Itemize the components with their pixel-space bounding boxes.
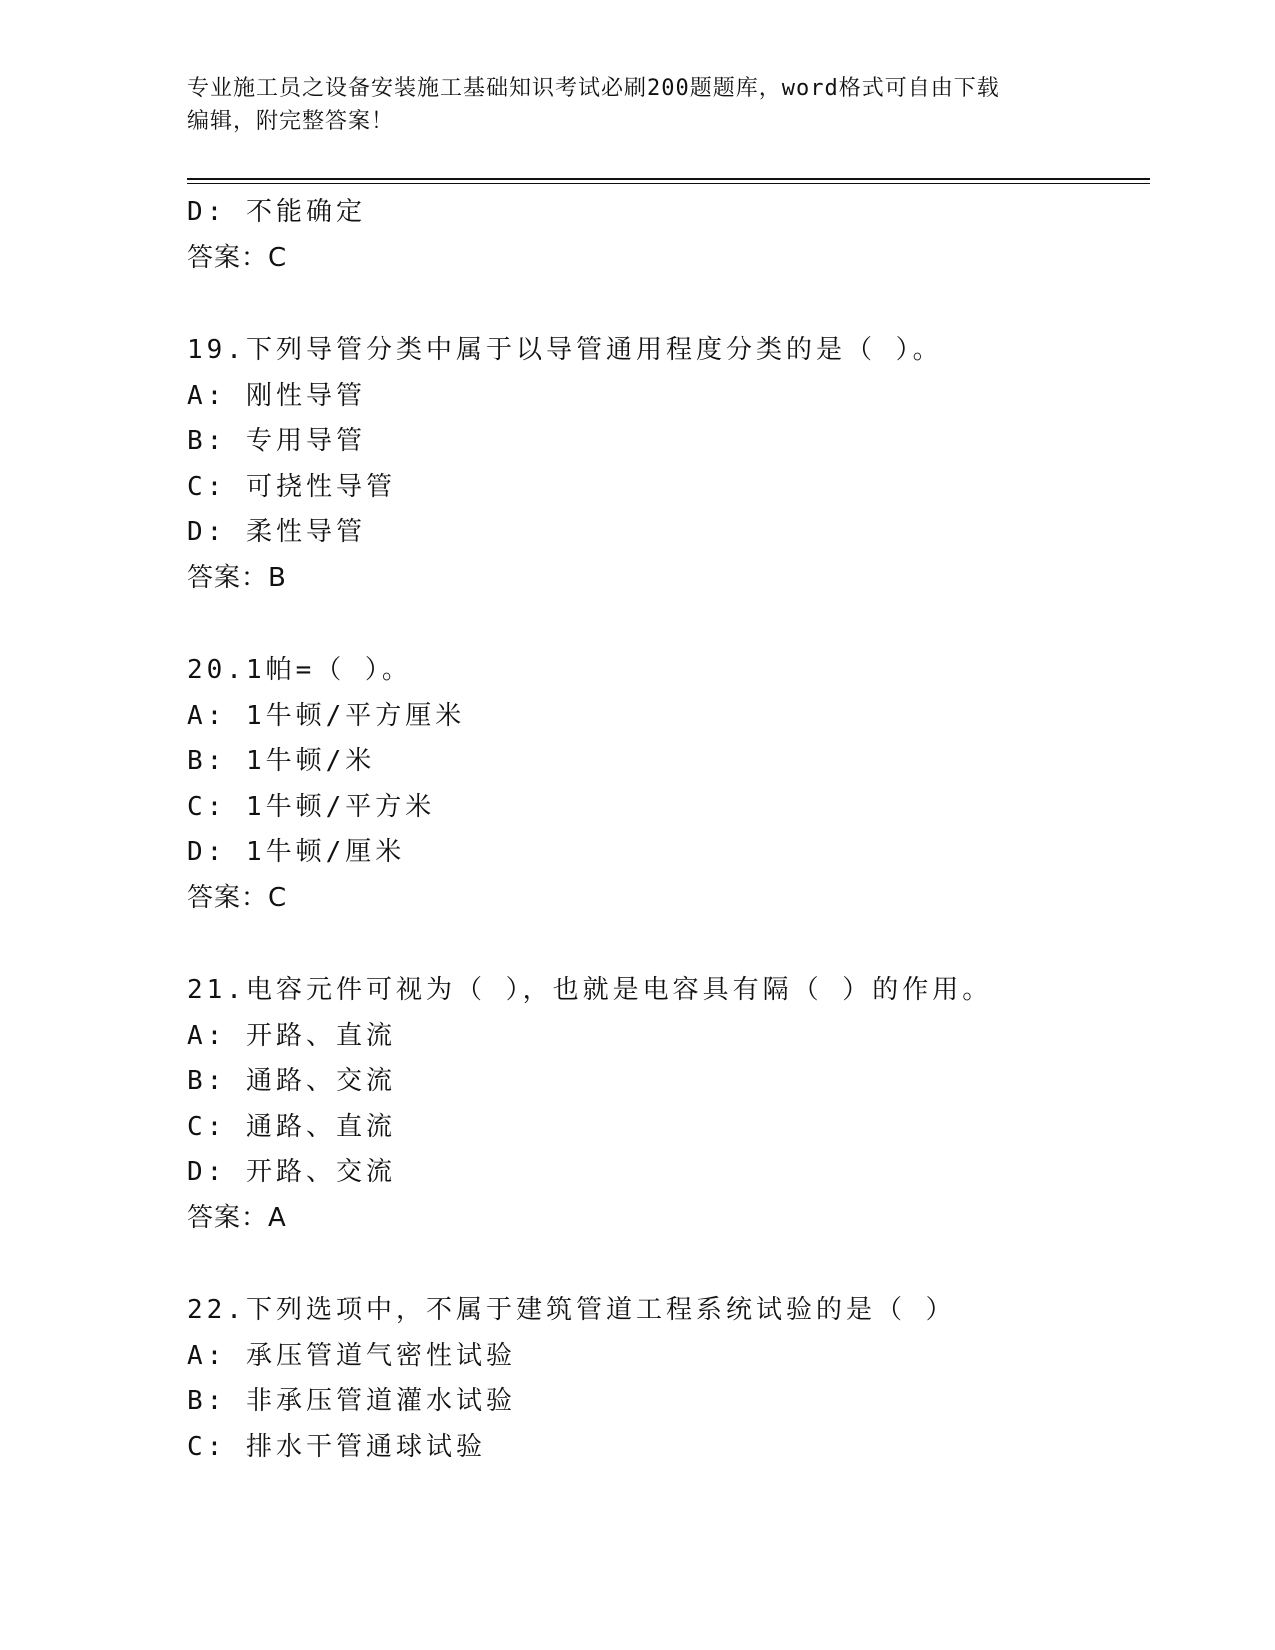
- option-c: C: 排水干管通球试验: [187, 1431, 486, 1462]
- header-line-2: 编辑，附完整答案！: [187, 109, 395, 134]
- option-c: C: 通路、直流: [187, 1111, 396, 1142]
- option-b: B: 专用导管: [187, 426, 366, 456]
- option-a: A: 1牛顿/平方厘米: [187, 700, 466, 731]
- option-a: A: 刚性导管: [187, 380, 366, 411]
- answer: 答案：C: [187, 242, 288, 273]
- question-stem: 21.电容元件可视为（ ），也就是电容具有隔（ ）的作用。: [187, 975, 993, 1005]
- option-a: A: 承压管道气密性试验: [187, 1340, 516, 1371]
- document-header: [187, 72, 1087, 138]
- header-rule: [187, 178, 1150, 180]
- question-21: [187, 968, 1147, 1241]
- option-d: D: 不能确定: [187, 197, 366, 227]
- answer: 答案：A: [187, 1202, 287, 1233]
- option-b: B: 非承压管道灌水试验: [187, 1386, 516, 1416]
- option-d: D: 柔性导管: [187, 517, 366, 547]
- question-20: [187, 648, 1147, 921]
- question-stem: 20.1帕=（ ）。: [187, 655, 412, 685]
- question-stem: 22.下列选项中，不属于建筑管道工程系统试验的是（ ）: [187, 1295, 956, 1325]
- option-c: C: 可挠性导管: [187, 471, 396, 502]
- option-d: D: 1牛顿/厘米: [187, 837, 406, 867]
- document-body: [187, 190, 1147, 1470]
- answer: 答案：B: [187, 562, 287, 593]
- question-19: [187, 328, 1147, 601]
- question-18-tail: [187, 190, 1147, 281]
- header-line-1: 专业施工员之设备安装施工基础知识考试必刷200题题库，word格式可自由下载: [187, 76, 1000, 101]
- option-d: D: 开路、交流: [187, 1157, 396, 1187]
- option-b: B: 1牛顿/米: [187, 746, 376, 776]
- option-b: B: 通路、交流: [187, 1066, 396, 1096]
- question-22: [187, 1288, 1147, 1470]
- answer: 答案：C: [187, 882, 288, 913]
- question-stem: 19.下列导管分类中属于以导管通用程度分类的是（ ）。: [187, 335, 943, 365]
- option-a: A: 开路、直流: [187, 1020, 396, 1051]
- header-rule-thin: [187, 183, 1150, 184]
- option-c: C: 1牛顿/平方米: [187, 791, 436, 822]
